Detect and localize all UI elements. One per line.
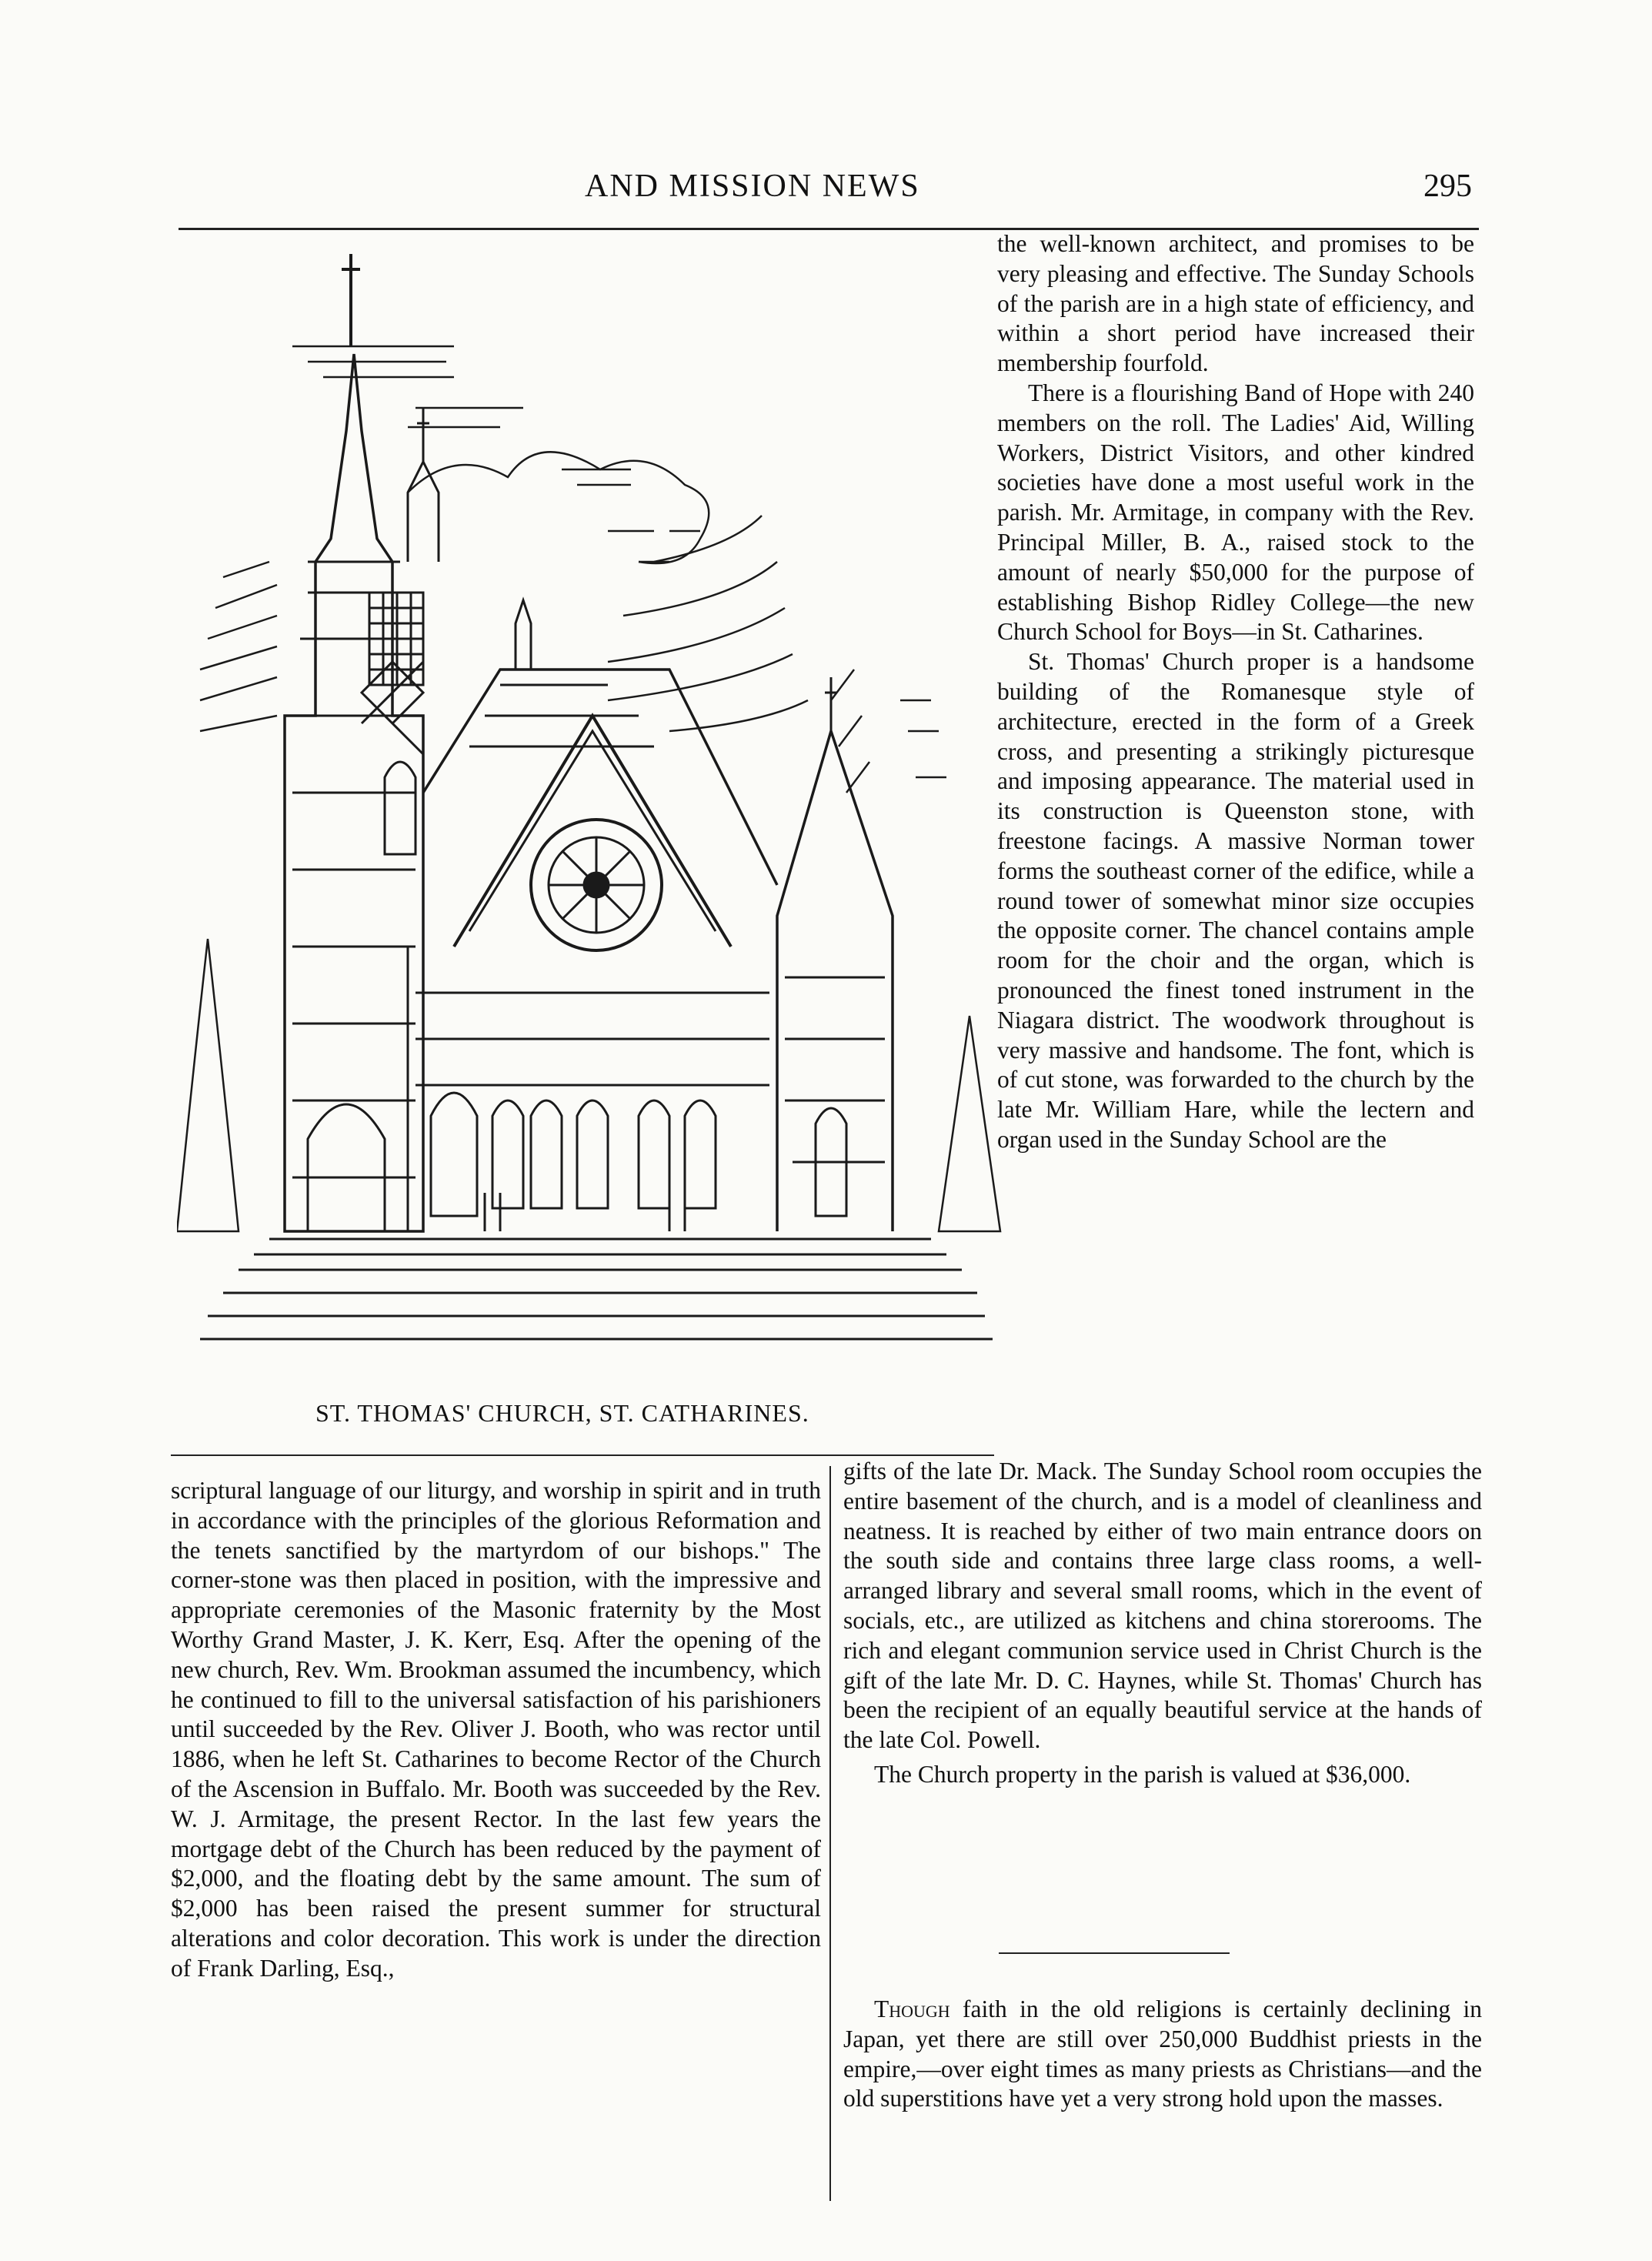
paragraph-text: faith in the old religions is certainly declining in Japan, yet there are still over 250,000 Buddhist priests in the empire,—over eight times as many priests as Christians—and the old superstitions have yet a very strong hold upon the masses. <box>843 1995 1482 2112</box>
caption-rule <box>171 1454 994 1456</box>
column-divider <box>829 1466 831 2201</box>
final-paragraph <box>843 1995 1482 2114</box>
paragraph: gifts of the late Dr. Mack. The Sunday School room occupies the entire basement of the church, and is a model of cleanliness and neatness. It is reached by either of two main entrance doors on the south side and contains three large class rooms, a well-arranged library and several small rooms, which in the event of socials, etc., are utilized as kitchens and china storerooms. The rich and elegant communion service used in Christ Church is the gift of the late Mr. D. C. Haynes, while St. Thomas' Church has been the recipient of an equally beautiful service at the hands of the late Col. Powell. <box>843 1458 1482 1754</box>
paragraph: St. Thomas' Church proper is a handsome building of the Romanesque style of architecture, erected in the form of a Greek cross, and presenting a strikingly picturesque and imposing appearance. The material used in its construction is Queenston stone, with freestone facings. A massive Norman tower forms the southeast corner of the edifice, while a round tower of somewhat minor size occupies the opposite corner. The chancel contains ample room for the choir and the organ, which is pronounced the finest toned instrument in the Niagara district. The woodwork throughout is very massive and handsome. The font, which is of cut stone, was forwarded to the church by the late Mr. William Hare, while the lectern and organ used in the Sunday School are the <box>997 648 1474 1153</box>
right-column-top <box>997 229 1474 1155</box>
paragraph: the well-known architect, and promises to be very pleasing and effective. The Sunday Schools of the parish are in a high state of efficiency, and within a short period have increased their membership fourfold. <box>997 230 1474 377</box>
lead-word: Though <box>874 1995 950 2022</box>
section-rule <box>999 1952 1230 1954</box>
sky-hatching <box>200 346 946 793</box>
page-number: 295 <box>1423 169 1472 204</box>
right-column-bottom <box>843 1457 1482 1790</box>
running-header: AND MISSION NEWS <box>585 169 920 204</box>
left-column <box>171 1476 821 1984</box>
paragraph: There is a flourishing Band of Hope with 240 members on the roll. The Ladies' Aid, Willing Workers, District Visitors, and other kindred societies have done a most useful work in the parish. Mr. Armitage, in company with the Rev. Principal Miller, B. A., raised stock to the amount of nearly $50,000 for the purpose of establishing Bishop Ridley College—the new Church School for Boys—in St. Catharines. <box>997 379 1474 646</box>
paragraph: scriptural language of our liturgy, and worship in spirit and in truth in accordance with the principles of the glorious Reformation and the tenets sanctified by the martyrdom of our bishops." The corner-stone was then placed in position, with the impressive and appropriate ceremonies of the Masonic fraternity by the Most Worthy Grand Master, J. K. Kerr, Esq. After the opening of the new church, Rev. Wm. Brookman assumed the incumbency, which he continued to fill to the universal satisfaction of his parishioners until succeeded by the Rev. Oliver J. Booth, who was rector until 1886, when he left St. Catharines to become Rector of the Church of the Ascension in Buffalo. Mr. Booth was succeeded by the Rev. W. J. Armitage, the present Rector. In the last few years the mortgage debt of the Church has been reduced by the payment of $2,000, and the floating debt by the same amount. The sum of $2,000 has been raised the present summer for structural alterations and color decoration. This work is under the direction of Frank Darling, Esq., <box>171 1477 821 1982</box>
church-illustration <box>177 239 1008 1378</box>
paragraph: The Church property in the parish is valued at $36,000. <box>874 1760 1411 1788</box>
figure-caption: ST. THOMAS' CHURCH, ST. CATHARINES. <box>315 1399 809 1427</box>
